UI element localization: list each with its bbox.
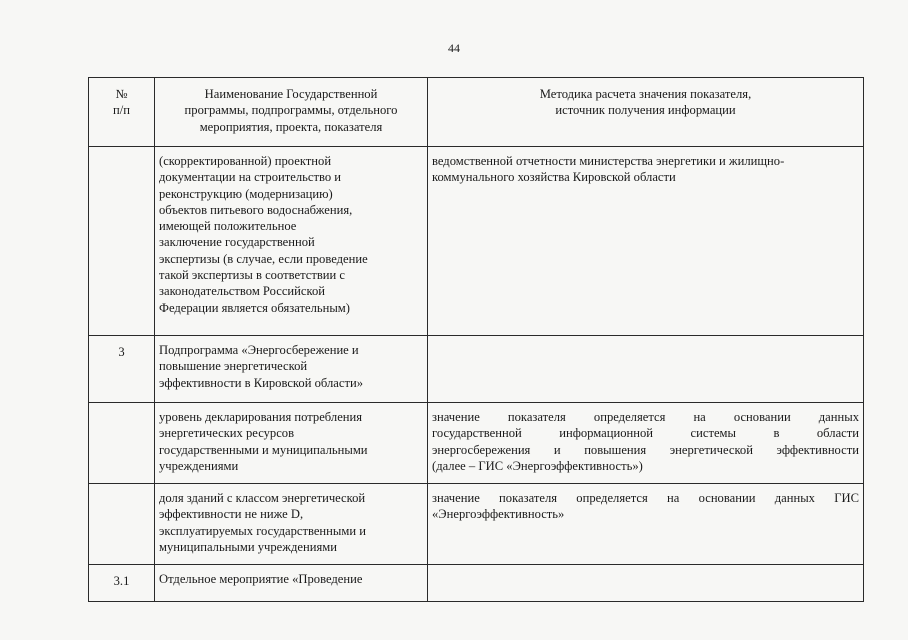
table-row — [89, 403, 864, 484]
row-name — [155, 336, 428, 403]
row-name — [155, 403, 428, 484]
header-name-line: Наименование Государственной — [204, 87, 378, 101]
table-row — [89, 565, 864, 602]
table-row — [89, 147, 864, 336]
row-name-line: имеющей положительное — [159, 219, 297, 234]
row-name-line: эффективности не ниже D, — [159, 507, 304, 522]
row-name-line: объектов питьевого водоснабжения, — [159, 202, 353, 217]
row-method-line: государственной информационной системы в области — [432, 426, 859, 441]
row-name-line: документации на строительство и — [159, 170, 342, 185]
row-name-line: энергетических ресурсов — [159, 426, 295, 441]
row-name — [155, 484, 428, 565]
indicator-table — [88, 77, 864, 602]
row-num — [89, 403, 155, 484]
row-name-line: государственными и муниципальными — [159, 442, 368, 457]
row-name-line: заключение государственной — [159, 235, 315, 250]
header-num-line: п/п — [113, 103, 130, 118]
row-num: 3 — [89, 336, 155, 403]
row-name-line: Подпрограмма «Энергосбережение и — [159, 343, 359, 357]
row-name-line: (скорректированной) проектной — [159, 154, 332, 168]
header-num-line: № — [115, 87, 128, 101]
row-method-line: коммунального хозяйства Кировской области — [432, 170, 676, 185]
header-method-line: источник получения информации — [555, 103, 736, 118]
row-name-line: такой экспертизы в соответствии с — [159, 268, 345, 283]
page-number: 44 — [448, 41, 460, 55]
row-method-line: ведомственной отчетности министерства энергетики и жилищно- — [432, 154, 785, 168]
row-method-line: энергосбережения и повышения энергетической эффективности — [432, 442, 859, 457]
row-num: 3.1 — [89, 565, 155, 602]
row-method — [428, 336, 864, 403]
row-name — [155, 565, 428, 602]
row-method — [428, 565, 864, 602]
row-name-line: эффективности в Кировской области» — [159, 375, 363, 390]
row-name-line: муниципальными учреждениями — [159, 539, 337, 554]
header-name-line: мероприятия, проекта, показателя — [199, 119, 383, 134]
header-method-line: Методика расчета значения показателя, — [539, 87, 752, 101]
table-row — [89, 484, 864, 565]
row-method — [428, 484, 864, 565]
row-name-line: уровень декларирования потребления — [159, 410, 363, 424]
row-name-line: Федерации является обязательным) — [159, 300, 350, 315]
row-num — [89, 484, 155, 565]
table-header-row — [89, 78, 864, 147]
header-method — [428, 78, 864, 147]
row-name-line: учреждениями — [159, 458, 239, 473]
row-name — [155, 147, 428, 336]
header-name — [155, 78, 428, 147]
table-row — [89, 336, 864, 403]
row-method-line: значение показателя определяется на основании данных ГИС — [432, 491, 859, 505]
row-name-line: реконструкцию (модернизацию) — [159, 186, 333, 201]
row-name-line: экспертизы (в случае, если проведение — [159, 251, 368, 266]
row-method-line: значение показателя определяется на основании данных — [432, 410, 859, 424]
row-name-line: законодательством Российской — [159, 284, 325, 299]
row-name-line: повышение энергетической — [159, 359, 308, 374]
header-num — [89, 78, 155, 147]
header-name-line: программы, подпрограммы, отдельного — [184, 103, 398, 118]
row-method-line: (далее – ГИС «Энергоэффективность») — [432, 458, 643, 473]
row-name-line: Отдельное мероприятие «Проведение — [159, 572, 363, 586]
row-method-line: «Энергоэффективность» — [432, 507, 565, 522]
row-name-line: доля зданий с классом энергетической — [159, 491, 366, 505]
row-method — [428, 147, 864, 336]
row-name-line: эксплуатируемых государственными и — [159, 523, 366, 538]
row-num — [89, 147, 155, 336]
row-method — [428, 403, 864, 484]
